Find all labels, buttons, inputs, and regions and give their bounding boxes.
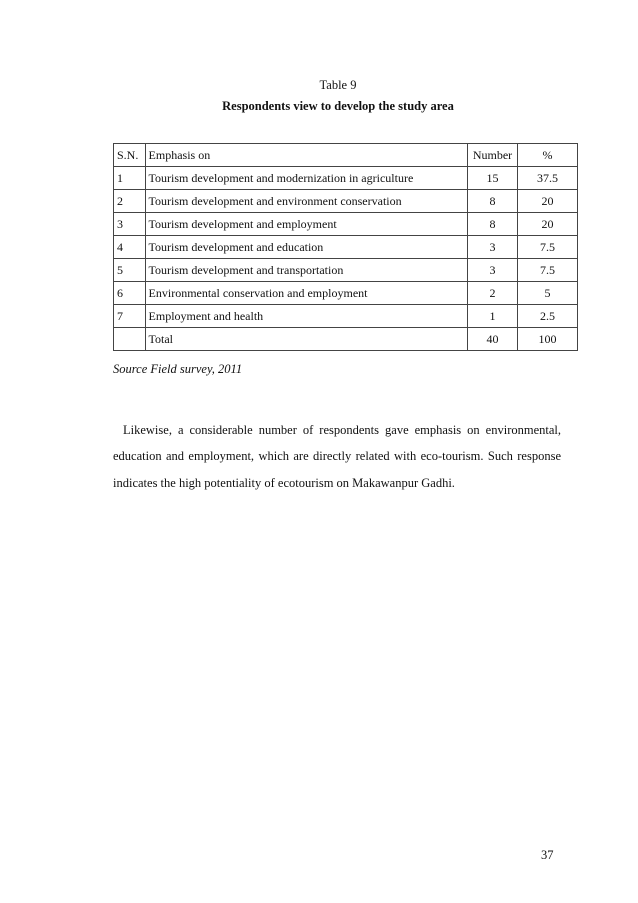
- total-sn: [114, 328, 146, 351]
- cell-emphasis: Employment and health: [145, 305, 468, 328]
- cell-emphasis: Environmental conservation and employment: [145, 282, 468, 305]
- cell-emphasis: Tourism development and environment conservation: [145, 190, 468, 213]
- cell-percent: 5: [517, 282, 577, 305]
- body-paragraph: Likewise, a considerable number of respondents gave emphasis on environmental, education and employment, which are directly related with eco-tourism. Such response indicates the high potentiality of ecotourism on Makawanpur Gadhi.: [113, 422, 561, 490]
- table-total-row: [114, 328, 578, 351]
- cell-sn: 5: [114, 259, 146, 282]
- cell-sn: 1: [114, 167, 146, 190]
- cell-sn: 6: [114, 282, 146, 305]
- total-number: 40: [468, 328, 518, 351]
- table-row: [114, 213, 578, 236]
- cell-percent: 7.5: [517, 259, 577, 282]
- table-row: [114, 259, 578, 282]
- cell-percent: 7.5: [517, 236, 577, 259]
- cell-emphasis: Tourism development and modernization in agriculture: [145, 167, 468, 190]
- table-row: [114, 190, 578, 213]
- cell-percent: 37.5: [517, 167, 577, 190]
- header-percent: %: [517, 144, 577, 167]
- header-number: Number: [468, 144, 518, 167]
- cell-number: 3: [468, 236, 518, 259]
- cell-sn: 7: [114, 305, 146, 328]
- cell-sn: 4: [114, 236, 146, 259]
- cell-number: 3: [468, 259, 518, 282]
- table-row: [114, 282, 578, 305]
- data-table: [113, 143, 578, 351]
- cell-sn: 3: [114, 213, 146, 236]
- cell-percent: 20: [517, 213, 577, 236]
- header-sn: S.N.: [114, 144, 146, 167]
- cell-number: 1: [468, 305, 518, 328]
- table-row: [114, 236, 578, 259]
- cell-number: 8: [468, 190, 518, 213]
- cell-percent: 2.5: [517, 305, 577, 328]
- table-title: Respondents view to develop the study area: [222, 99, 454, 113]
- cell-percent: 20: [517, 190, 577, 213]
- table-caption: Table 9: [319, 78, 357, 92]
- table-header-row: [114, 144, 578, 167]
- cell-number: 2: [468, 282, 518, 305]
- cell-emphasis: Tourism development and transportation: [145, 259, 468, 282]
- cell-emphasis: Tourism development and employment: [145, 213, 468, 236]
- cell-sn: 2: [114, 190, 146, 213]
- total-label: Total: [145, 328, 468, 351]
- page-number: 37: [541, 848, 554, 862]
- table-row: [114, 167, 578, 190]
- cell-number: 8: [468, 213, 518, 236]
- cell-emphasis: Tourism development and education: [145, 236, 468, 259]
- total-percent: 100: [517, 328, 577, 351]
- table-row: [114, 305, 578, 328]
- cell-number: 15: [468, 167, 518, 190]
- header-emphasis: Emphasis on: [145, 144, 468, 167]
- table-source-note: Source Field survey, 2011: [113, 362, 243, 376]
